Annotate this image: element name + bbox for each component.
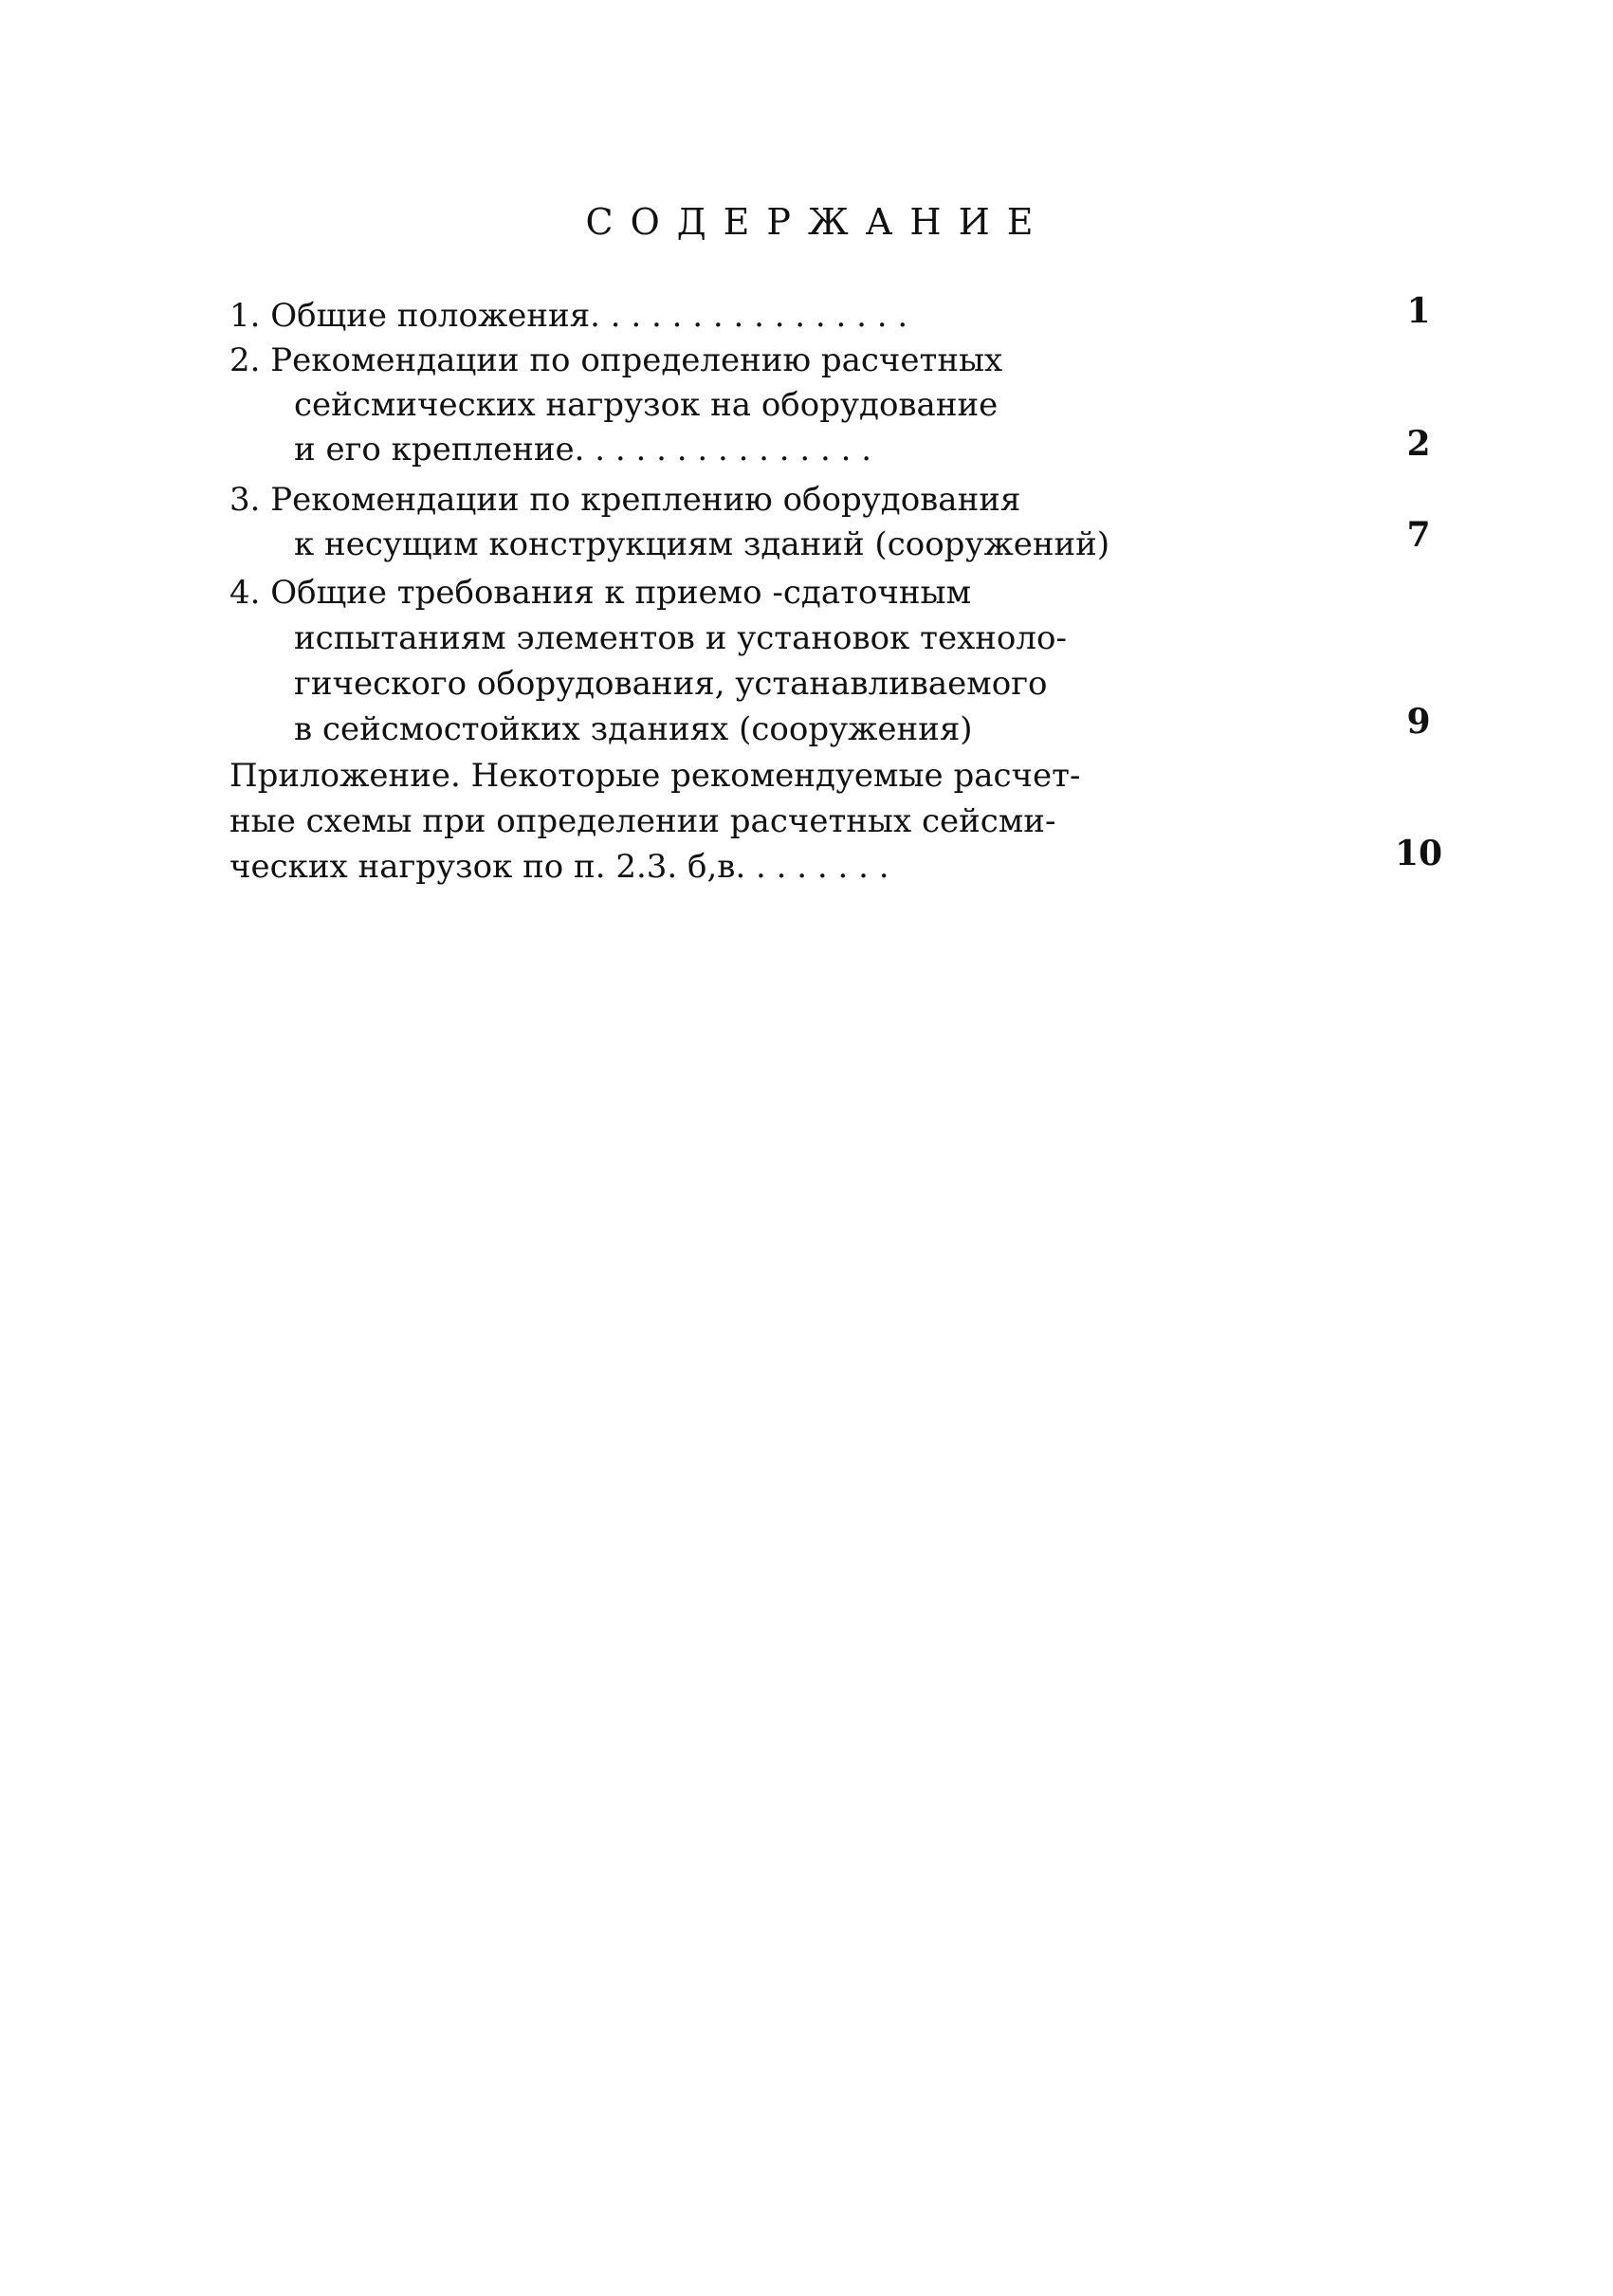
toc-entry-4-line-1: 4. Общие требования к приемо -сдаточным: [229, 574, 972, 612]
toc-entry-4-line-4: в сейсмостойких зданиях (сооружения): [294, 710, 973, 748]
toc-entry-3-line-1: 3. Рекомендации по креплению оборудования: [229, 481, 1021, 519]
toc-appendix-line-3: ческих нагрузок по п. 2.3. б,в. . . . . . . .: [229, 848, 889, 886]
toc-entry-3-page: 7: [1406, 515, 1431, 555]
toc-appendix-page: 10: [1394, 834, 1443, 873]
toc-entry-2-line-1: 2. Рекомендации по определению расчетных: [229, 341, 1003, 379]
toc-entry-2-line-3: и его крепление. . . . . . . . . . . . . . .: [294, 431, 872, 468]
toc-entry-4-page: 9: [1406, 702, 1431, 742]
toc-entry-2-line-2: сейсмических нагрузок на оборудование: [294, 386, 999, 424]
toc-entry-1-page: 1: [1406, 291, 1431, 331]
toc-entry-4-line-3: гического оборудования, устанавливаемого: [294, 665, 1048, 703]
toc-appendix-line-2: ные схемы при определении расчетных сейсми-: [229, 802, 1056, 840]
toc-entry-3-line-2: к несущим конструкциям зданий (сооружений): [294, 525, 1110, 563]
page-title: СОДЕРЖАНИЕ: [585, 201, 1051, 243]
toc-entry-1-line-1: 1. Общие положения. . . . . . . . . . . . . . . .: [229, 297, 908, 335]
toc-entry-2-page: 2: [1406, 424, 1431, 464]
toc-appendix-line-1: Приложение. Некоторые рекомендуемые расчет-: [229, 757, 1081, 795]
toc-entry-4-line-2: испытаниям элементов и установок техноло-: [294, 619, 1067, 657]
